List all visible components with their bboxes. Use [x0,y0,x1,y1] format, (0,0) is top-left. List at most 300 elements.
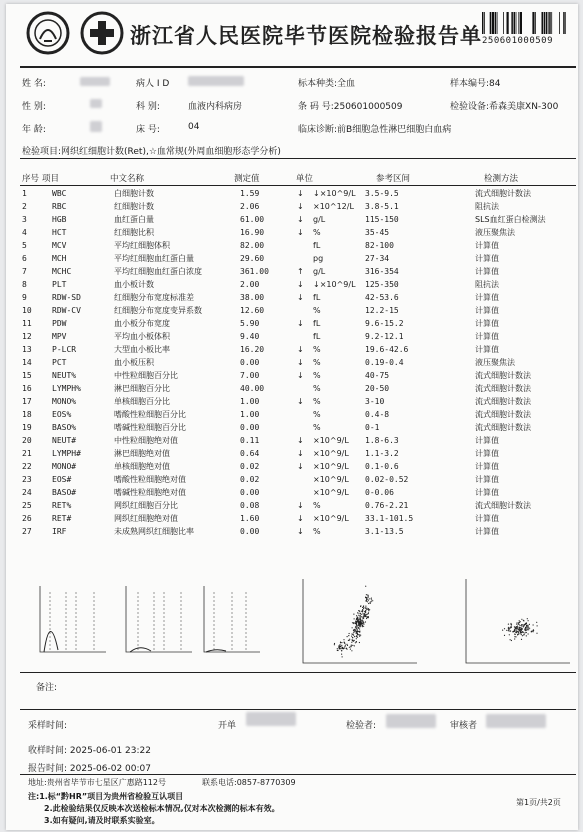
row-name: 红细胞分布宽度标准差 [114,293,194,302]
row-unit: % [313,410,321,419]
receive-time: 收样时间: 2025-06-01 23:22 [28,746,151,756]
col-no-header: 序号 [22,174,40,184]
note-2: 2.此检验结果仅反映本次送检标本情况,仅对本次检测的标本有效。 [44,804,280,813]
row-code: LYMPH# [52,449,81,458]
row-unit: fL [313,332,321,341]
row-method: 计算值 [475,332,499,341]
row-no: 19 [22,423,32,432]
row-flag: ↓ [297,202,304,211]
row-ref: 3.1-13.5 [365,527,404,536]
row-code: HCT [52,228,67,237]
row-code: EOS% [52,410,72,419]
report-time: 报告时间: 2025-06-02 00:07 [28,764,151,774]
table-row [20,356,546,369]
row-value: 12.60 [240,306,265,315]
row-value: 38.00 [240,293,265,302]
row-flag [295,408,311,421]
row-name: 网织红细胞百分比 [114,501,178,510]
row-flag [295,252,311,265]
row-method: 计算值 [475,345,499,354]
row-code: RBC [52,202,67,211]
ordering-redacted [246,712,296,726]
row-ref: 40-75 [365,371,390,380]
row-code: BASO% [52,423,77,432]
row-no: 12 [22,332,32,341]
row-value: 0.00 [240,527,260,536]
row-value: 16.90 [240,228,265,237]
row-no: 17 [22,397,32,406]
table-row [20,213,546,226]
row-code: MCHC [52,267,72,276]
table-row [20,434,546,447]
row-flag: ↓ [297,371,304,380]
row-value: 0.00 [240,358,260,367]
histogram-plots [36,582,262,660]
row-flag: ↓ [297,436,304,445]
row-value: 40.00 [240,384,265,393]
row-method: 计算值 [475,488,499,497]
row-flag: ↓ [297,319,304,328]
row-no: 4 [22,228,27,237]
row-no: 5 [22,241,27,250]
row-unit: % [313,384,321,393]
row-ref: 33.1-101.5 [365,514,414,523]
row-value: 0.11 [240,436,260,445]
row-ref: 0.1-0.6 [365,462,399,471]
row-no: 15 [22,371,32,380]
row-no: 26 [22,514,32,523]
table-row [20,343,546,356]
row-ref: 27-34 [365,254,390,263]
row-code: MCH [52,254,67,263]
row-name: 中性粒细胞百分比 [114,371,178,380]
row-flag: ↑ [297,267,304,276]
report-page [6,4,578,830]
row-flag: ↓ [297,215,304,224]
row-code: PDW [52,319,67,328]
table-row [20,408,546,421]
row-unit: % [313,423,321,432]
scatter-plot-1 [301,577,419,665]
medical-cross-logo-icon [80,11,124,55]
col-name-header: 中文名称 [110,174,145,184]
row-no: 22 [22,462,32,471]
row-name: 嗜碱性粒细胞百分比 [114,423,186,432]
row-code: PLT [52,280,67,289]
row-no: 7 [22,267,27,276]
row-value: 16.20 [240,345,265,354]
row-method: 流式细胞计数法 [475,384,531,393]
row-ref: 0.02-0.52 [365,475,409,484]
note-1: 注:1.标“黔HR”项目为贵州省检验互认项目 [28,792,184,801]
row-flag [295,239,311,252]
row-unit: fL [313,293,321,302]
table-row [20,486,546,499]
row-no: 16 [22,384,32,393]
age-redacted [90,121,102,132]
row-flag: ↓ [297,501,304,510]
row-ref: 35-45 [365,228,390,237]
row-ref: 0.4-8 [365,410,390,419]
row-code: MONO# [52,462,77,471]
table-row [20,369,546,382]
col-ref-header: 参考区间 [376,174,411,184]
table-row [20,291,546,304]
row-code: NEUT% [52,371,77,380]
row-no: 18 [22,410,32,419]
row-method: 流式细胞计数法 [475,371,531,380]
dept-label: 科 别: [136,102,160,112]
row-name: 红细胞比积 [114,228,154,237]
row-method: 阻抗法 [475,280,499,289]
patient-id-redacted [188,76,244,86]
row-flag: ↓ [297,514,304,523]
tester-label: 检验者: [346,721,377,731]
row-unit: ×10^9/L [313,436,349,445]
row-flag [295,382,311,395]
barcode-image [482,12,566,34]
table-row [20,187,546,200]
page-number: 第1页/共2页 [516,798,561,807]
row-method: 计算值 [475,241,499,250]
row-name: 平均红细胞血红蛋白浓度 [114,267,202,276]
row-ref: 316-354 [365,267,399,276]
scatter-plot-2 [464,577,572,665]
table-row [20,499,546,512]
row-value: 29.60 [240,254,265,263]
row-value: 7.00 [240,371,260,380]
row-no: 1 [22,189,27,198]
row-flag: ↓ [297,345,304,354]
row-code: RET% [52,501,72,510]
divider-remark [20,709,576,710]
row-ref: 20-50 [365,384,390,393]
row-method: 阻抗法 [475,202,499,211]
row-unit: ×10^9/L [313,488,349,497]
row-code: NEUT# [52,436,77,445]
row-value: 361.00 [240,267,269,276]
row-unit: % [313,228,321,237]
address: 地址:贵州省毕节市七星区广惠路112号 [28,778,166,787]
tester-signature [386,714,436,728]
table-row [20,226,546,239]
row-method: 计算值 [475,449,499,458]
divider-time [20,774,576,775]
hospital-logo-icon [26,11,70,55]
row-ref: 9.2-12.1 [365,332,404,341]
row-flag: ↓ [297,189,304,198]
row-ref: 12.2-15 [365,306,399,315]
row-ref: 1.1-3.2 [365,449,399,458]
gender-redacted [90,99,102,108]
clinical-diagnosis: 临床诊断:前B细胞急性淋巴细胞白血病 [298,125,452,135]
row-method: 计算值 [475,514,499,523]
row-ref: 125-350 [365,280,399,289]
barcode-field: 条 码 号:250601000509 [298,102,403,112]
row-method: 计算值 [475,527,499,536]
row-name: 单核细胞百分比 [114,397,170,406]
row-no: 25 [22,501,32,510]
row-flag: ↓ [297,280,304,289]
table-row [20,278,546,291]
test-device: 检验设备:希森美康XN-300 [450,102,559,112]
row-method: 流式细胞计数法 [475,423,531,432]
row-name: 血红蛋白量 [114,215,154,224]
row-ref: 19.6-42.6 [365,345,409,354]
row-unit: % [313,501,321,510]
row-name: 嗜碱性粒细胞绝对值 [114,488,186,497]
row-no: 21 [22,449,32,458]
results-table [20,187,546,538]
row-method: 计算值 [475,306,499,315]
row-ref: 3-10 [365,397,385,406]
row-ref: 42-53.6 [365,293,399,302]
row-method: 计算值 [475,293,499,302]
row-method: 流式细胞计数法 [475,501,531,510]
age-label: 年 龄: [22,125,46,135]
row-ref: 1.8-6.3 [365,436,399,445]
row-ref: 82-100 [365,241,394,250]
row-value: 9.40 [240,332,260,341]
row-flag [295,330,311,343]
ordering-doctor: 开单 [218,721,237,731]
bed-label: 床 号: [136,125,160,135]
row-name: 单核细胞绝对值 [114,462,170,471]
dept-value: 血液内科病房 [188,102,243,112]
row-code: RDW-CV [52,306,81,315]
row-name: 血小板分布宽度 [114,319,170,328]
barcode-number: 250601000509 [482,36,554,46]
row-unit: ×10^12/L [313,202,354,211]
table-row [20,239,546,252]
row-no: 10 [22,306,32,315]
divider-plots [20,672,576,673]
row-method: 计算值 [475,475,499,484]
row-code: HGB [52,215,67,224]
row-value: 0.00 [240,423,260,432]
row-method: 流式细胞计数法 [475,410,531,419]
reviewer-signature [486,714,546,728]
row-name: 平均红细胞体积 [114,241,170,250]
col-method-header: 检测方法 [484,174,519,184]
report-title: 浙江省人民医院毕节医院检验报告单 [130,23,482,48]
divider-items [20,158,576,159]
row-ref: 9.6-15.2 [365,319,404,328]
phone: 联系电话:0857-8770309 [202,778,296,787]
row-ref: 3.5-9.5 [365,189,399,198]
row-code: PCT [52,358,67,367]
table-row [20,200,546,213]
sample-type: 标本种类:全血 [298,79,356,89]
row-no: 24 [22,488,32,497]
row-no: 27 [22,527,32,536]
row-value: 1.00 [240,410,260,419]
table-row [20,265,546,278]
row-flag: ↓ [297,358,304,367]
gender-label: 性 别: [22,102,46,112]
sample-number: 样本编号:84 [450,79,501,89]
row-method: 计算值 [475,462,499,471]
row-method: 计算值 [475,436,499,445]
row-flag [295,304,311,317]
row-name: 血小板压积 [114,358,154,367]
collect-time: 采样时间: [28,721,68,731]
row-code: P-LCR [52,345,77,354]
row-method: 液压聚焦法 [475,358,515,367]
row-unit: fL [313,319,321,328]
row-no: 8 [22,280,27,289]
table-row [20,382,546,395]
row-no: 23 [22,475,32,484]
table-row [20,473,546,486]
name-redacted [80,77,110,86]
divider-top [20,66,576,68]
col-unit-header: 单位 [296,174,314,184]
row-method: 液压聚焦法 [475,228,515,237]
row-no: 14 [22,358,32,367]
row-method: 计算值 [475,254,499,263]
row-unit: g/L [313,267,326,276]
row-value: 0.08 [240,501,260,510]
bed-value: 04 [188,122,200,132]
row-name: 平均红细胞血红蛋白量 [114,254,194,263]
row-value: 0.00 [240,488,260,497]
row-flag [295,421,311,434]
row-unit: ×10^9/L [313,475,349,484]
row-name: 白细胞计数 [114,189,154,198]
row-no: 13 [22,345,32,354]
row-method: 流式细胞计数法 [475,397,531,406]
remark-label: 备注: [36,683,58,693]
row-code: MCV [52,241,67,250]
table-row [20,512,546,525]
table-row [20,447,546,460]
row-unit: g/L [313,215,326,224]
row-code: MONO% [52,397,77,406]
row-name: 淋巴细胞百分比 [114,384,170,393]
table-row [20,252,546,265]
row-name: 红细胞计数 [114,202,154,211]
row-flag: ↓ [297,462,304,471]
row-name: 红细胞分布宽度变异系数 [114,306,202,315]
row-no: 2 [22,202,27,211]
row-flag: ↓ [297,397,304,406]
row-code: RDW-SD [52,293,81,302]
table-row [20,317,546,330]
row-unit: ×10^9/L [313,462,349,471]
patient-id-label: 病人 I D [136,79,170,89]
row-no: 11 [22,319,32,328]
row-ref: 3.8-5.1 [365,202,399,211]
row-unit: fL [313,241,321,250]
row-method: 计算值 [475,319,499,328]
row-code: LYMPH% [52,384,81,393]
row-flag [295,486,311,499]
row-flag: ↓ [297,228,304,237]
row-no: 3 [22,215,27,224]
row-value: 5.90 [240,319,260,328]
row-unit: % [313,527,321,536]
divider-header [20,185,576,186]
row-method: 流式细胞计数法 [475,189,531,198]
row-name: 中性粒细胞绝对值 [114,436,178,445]
row-code: IRF [52,527,67,536]
row-code: MPV [52,332,67,341]
row-no: 20 [22,436,32,445]
row-unit: % [313,306,321,315]
row-name: 平均血小板体积 [114,332,170,341]
row-no: 6 [22,254,27,263]
row-unit: ↓×10^9/L [313,280,356,289]
row-code: WBC [52,189,67,198]
row-name: 嗜酸性粒细胞百分比 [114,410,186,419]
row-method: SLS血红蛋白检测法 [475,215,546,224]
row-flag [295,473,311,486]
table-row [20,525,546,538]
row-ref: 0-1 [365,423,380,432]
row-value: 2.00 [240,280,260,289]
table-row [20,460,546,473]
row-name: 淋巴细胞绝对值 [114,449,170,458]
row-flag: ↓ [297,449,304,458]
table-row [20,330,546,343]
row-value: 1.59 [240,189,260,198]
table-row [20,304,546,317]
row-method: 计算值 [475,267,499,276]
note-3: 3.如有疑问,请及时联系实验室。 [44,816,160,825]
row-unit: % [313,397,321,406]
row-unit: ↓×10^9/L [313,189,356,198]
row-value: 0.02 [240,462,260,471]
table-row [20,395,546,408]
row-value: 0.64 [240,449,260,458]
row-ref: 0.76-2.21 [365,501,409,510]
row-flag: ↓ [297,527,304,536]
row-unit: pg [313,254,324,263]
row-name: 未成熟网织红细胞比率 [114,527,194,536]
row-value: 61.00 [240,215,265,224]
row-ref: 0.19-0.4 [365,358,404,367]
row-unit: % [313,345,321,354]
row-code: RET# [52,514,72,523]
row-ref: 115-150 [365,215,399,224]
row-unit: % [313,371,321,380]
row-unit: % [313,358,321,367]
row-name: 网织红细胞绝对值 [114,514,178,523]
row-value: 2.06 [240,202,260,211]
col-item-header: 项目 [42,174,60,184]
row-ref: 0-0.06 [365,488,394,497]
row-flag: ↓ [297,293,304,302]
row-name: 大型血小板比率 [114,345,170,354]
row-no: 9 [22,293,27,302]
col-value-header: 测定值 [234,174,260,184]
name-label: 姓 名: [22,79,46,89]
row-code: EOS# [52,475,72,484]
row-name: 血小板计数 [114,280,154,289]
row-value: 0.02 [240,475,260,484]
reviewer-label: 审核者 [450,721,478,731]
row-code: BASO# [52,488,77,497]
row-value: 82.00 [240,241,265,250]
row-name: 嗜酸性粒细胞绝对值 [114,475,186,484]
row-value: 1.60 [240,514,260,523]
row-value: 1.00 [240,397,260,406]
row-unit: ×10^9/L [313,514,349,523]
test-items: 检验项目:网织红细胞计数(Ret),☆血常规(外周血细胞形态学分析) [22,147,281,157]
table-row [20,421,546,434]
row-unit: ×10^9/L [313,449,349,458]
